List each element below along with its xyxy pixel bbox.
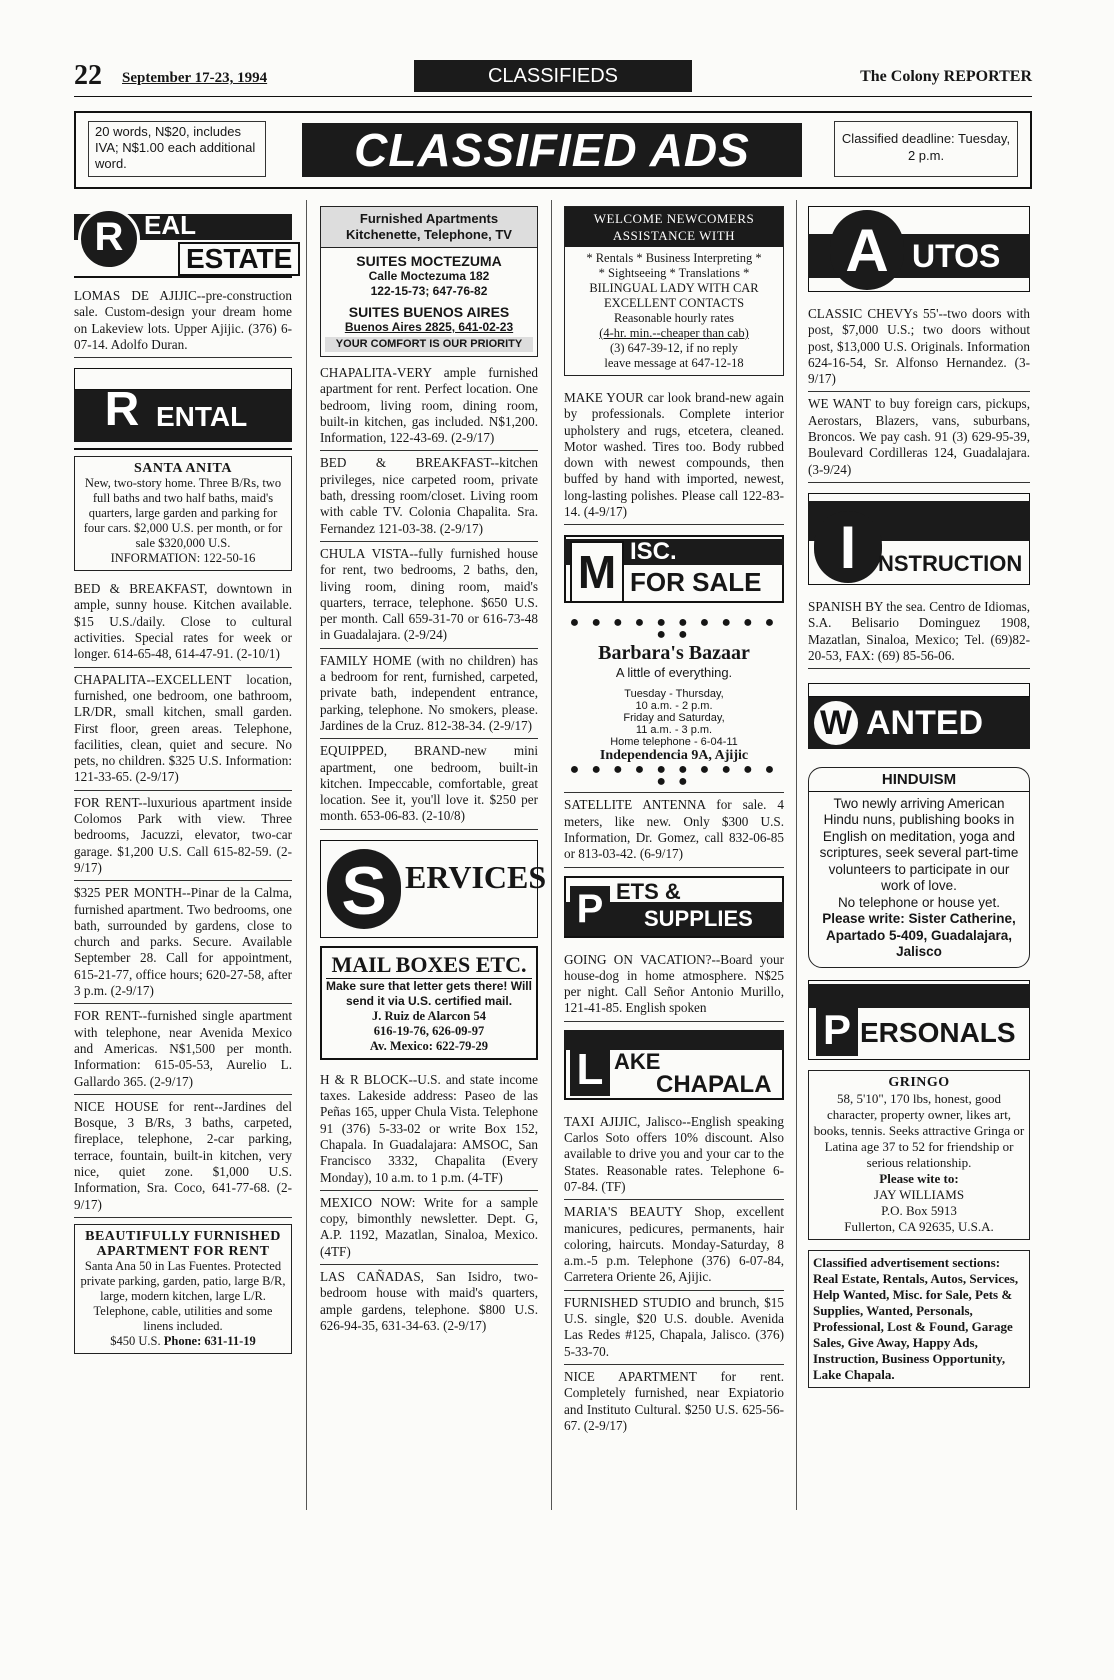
autos-header: A UTOS <box>808 206 1030 296</box>
column-rule <box>306 200 307 1510</box>
misc-header: M ISC. FOR SALE <box>564 535 784 607</box>
title-bar <box>302 123 802 177</box>
banner-title: CLASSIFIED ADS <box>354 124 750 176</box>
ad-beautifully-furnished: BEAUTIFULLY FURNISHED APARTMENT FOR RENT Santa Ana 50 in Las Fuentes. Protected private parking, garden, patio, large B/R, large, modern kitchen, large L/R. Telephone, cable, utilities and some linens included. $450 U.S. Phone: 631-11-19 <box>74 1224 292 1354</box>
column-3 <box>564 206 784 1438</box>
pets-header: P ETS & SUPPLIES <box>564 876 784 942</box>
ad-mail-boxes: MAIL BOXES ETC. Make sure that letter gets there! Will send it via U.S. certified mail. J. Ruiz de Alarcon 54 616-19-76, 626-09-97 Av. Mexico: 622-79-29 <box>320 946 538 1060</box>
real-estate-header: R EAL ESTATE <box>74 206 292 278</box>
section-letter: R <box>94 215 124 259</box>
instruction-header: I NSTRUCTION <box>808 493 1030 589</box>
ad-satellite: SATELLITE ANTENNA for sale. 4 meters, like new. Only $300 U.S. Information, Dr. Gomez, call 832-06-85 or 813-03-42. (6-9/17) <box>564 793 784 867</box>
lake-header: L AKE CHAPALA <box>564 1030 784 1104</box>
ad-listing: MARIA'S BEAUTY Shop, excellent manicures, pedicures, permanents, hair coloring, haircuts. Monday-Saturday, 8 a.m.-5 p.m. Telephone (376) 6-07-84, Carretera Oriente 26, Ajijic. <box>564 1200 784 1290</box>
ad-listing: CHAPALITA-VERY ample furnished apartment for rent. Perfect location. One bedroom, living room, dining room, built-in kitchen, gas included. N$1,200. Information, 122-43-69. (2-9/17) <box>320 361 538 451</box>
ad-suites: Furnished Apartments Kitchenette, Telephone, TV SUITES MOCTEZUMA Calle Moctezuma 182 122-15-73; 647-76-82 SUITES BUENOS AIRES Buenos Aires 2825, 641-02-23 YOUR COMFORT IS OUR PRIORITY <box>320 206 538 357</box>
ad-listing: WE WANT to buy foreign cars, pickups, Aerostars, Blazers, vans, suburbans, Broncos. We pay cash. 91 (3) 629-95-39, Boulevard Cordilleras 124, Guadalajara. (3-9/24) <box>808 392 1030 482</box>
ad-listing: FOR RENT--furnished single apartment with telephone, near Avenida Mexico and Americas. N$1,500 per month. Information: 615-05-53, Aurelio L. Gallardo 365. (2-9/17) <box>74 1004 292 1094</box>
ad-make-your-car: MAKE YOUR car look brand-new again by professionals. Complete interior upholstery and rugs, etcetera, cleaned. Motor washed. Tires too. Body rubbed down with newest compounds, then buffed by hand with imported, newest, long-lasting polishes. Please call 122-83-14. (4-9/17) <box>564 386 784 525</box>
rental-header: R ENTAL <box>74 368 292 450</box>
column-rule <box>551 200 552 1510</box>
ad-listing: BED & BREAKFAST, downtown in ample, sunny house. Kitchen available. $15 U.S./daily. Close to cultural activities. Special rates for week or longer. 614-65-48, 614-47-91. (2-10/1) <box>74 577 292 667</box>
ad-going-on-vacation: GOING ON VACATION?--Board your house-dog in home atmosphere. N$25 per night. Call Señor Antonio Murillo, 121-41-85. English spoken <box>564 948 784 1022</box>
ad-listing: EQUIPPED, BRAND-new mini apartment, one bedroom, built-in kitchen. Impeccable, comfortable, great location. See it, you'll love it. $250 per month. 653-06-83. (2-10/8) <box>320 739 538 829</box>
section-letter: M <box>570 541 624 603</box>
wanted-header: W ANTED <box>808 683 1030 753</box>
deadline-text: Classified deadline: Tuesday, 2 p.m. <box>841 131 1011 163</box>
classified-banner <box>74 111 1032 189</box>
ad-listing: $325 PER MONTH--Pinar de la Calma, furnished apartment. Two bedrooms, one bath, surrounded by gardens, close to church and parks. Secure. Available September 28. Call for appointment, 615-21-77, office hours; 620-27-58, after 3 p.m. (2-9/17) <box>74 881 292 1004</box>
personals-header: P ERSONALS <box>808 980 1030 1064</box>
masthead <box>74 60 1032 97</box>
paper-name: The Colony REPORTER <box>860 68 1032 85</box>
ad-welcome-newcomers: WELCOME NEWCOMERS ASSISTANCE WITH * Rentals * Business Interpreting * * Sightseeing * Translations * BILINGUAL LADY WITH CAR EXCELLENT CONTACTS Reasonable hourly rates (4-hr. min.--cheaper than cab) (3) 647-39-12, if no reply leave message at 647-12-18 <box>564 206 784 376</box>
ad-listing: NICE HOUSE for rent--Jardines del Bosque, 3 B/Rs, 3 baths, carpeted, fireplace, telephone, 2-car parking, terrace, fountain, built-in kitchen, very nice, quiet zone. $1,000 U.S. Information, Sra. Coco, 641-77-68. (2-9/17) <box>74 1095 292 1218</box>
ad-listing: CHULA VISTA--fully furnished house for rent, two bedrooms, 2 baths, den, living room, dining room, maid's quarters, terrace, telephone. $650 U.S. per month. Call 659-31-70 or 616-73-48 in Guadalajara. (2-9/24) <box>320 542 538 649</box>
section-letter: P <box>816 1004 858 1056</box>
ad-listing: LAS CAÑADAS, San Isidro, two-bedroom house with maid's quarters, ample gardens, telephone. $800 U.S. 626-94-35, 631-34-63. (2-9/17) <box>320 1268 538 1333</box>
section-letter: W <box>814 701 858 745</box>
section-letter: I <box>839 513 857 581</box>
ad-lomas: LOMAS DE AJIJIC--pre-construction sale. Custom-design your dream home on Lakeview lots. Upper Ajijic. (376) 6-07-14. Adolfo Duran. <box>74 284 292 358</box>
ad-barbaras-bazaar: ● ● ● ● ● ● ● ● ● ● ● ● Barbara's Bazaar A little of everything. Tuesday - Thursday, 10 a.m. - 2 p.m. Friday and Saturday, 11 a.m. - 3 p.m. Home telephone - 6-04-11 Independencia 9A, Ajijic ● ● ● ● ● ● ● ● ● ● ● ● <box>564 613 784 793</box>
ad-listing: CHAPALITA--EXCELLENT location, furnished, one bedroom, one bathroom, LR/DR, small kitchen, small garden. First floor, green areas. Telephone, facilities, clean, quiet and secure. No pets, no children. $325 U.S. Information: 121-33-65. (2-9/17) <box>74 668 292 791</box>
ad-gringo: GRINGO 58, 5'10", 170 lbs, honest, good character, property owner, likes art, books, tennis. Seeks attractive Gringa or Latina age 37 to 52 for friendship or serious relationship. Please wite to: JAY WILLIAMS P.O. Box 5913 Fullerton, CA 92635, U.S.A. <box>808 1070 1030 1240</box>
ad-listing: NICE APARTMENT for rent. Completely furnished, near Expiatorio and Instituto Cultural. $250 U.S. 625-56-67. (2-9/17) <box>564 1368 784 1433</box>
ad-spanish: SPANISH BY the sea. Centro de Idiomas, S.A. Belisario Dominguez 1908, Mazatlan, Sinaloa, Mexico; Tel. (69)82-20-53, FAX: (69) 85-56-06. <box>808 595 1030 669</box>
page-number: 22 <box>74 60 102 91</box>
section-letter: A <box>845 217 889 284</box>
section-letter: L <box>570 1044 610 1096</box>
section-letter: S <box>341 852 387 929</box>
ad-listing: MEXICO NOW: Write for a sample copy, bimonthly newsletter. Dept. G, A.P. 1192, Mazatlan, Sinaloa, Mexico. (4TF) <box>320 1191 538 1265</box>
deadline-box <box>834 121 1018 177</box>
section-label: CLASSIFIEDS <box>487 65 619 87</box>
ad-listing: BED & BREAKFAST--kitchen privileges, nice carpeted room, private bath, dressing room/closet. Living room with cable TV. Colonia Chapalita. Sra. Fernandez 121-03-38. (2-9/17) <box>320 451 538 541</box>
ad-listing: CLASSIC CHEVYs 55'--two doors with post, $7,000 U.S.; two doors without post, $13,000 U.S. Originals. Information 624-16-54, Sr. Alfonso Hernandez. (3-9/17) <box>808 302 1030 392</box>
ad-listing: FURNISHED STUDIO and brunch, $15 U.S. single, $20 U.S. double. Avenida Las Redes #125, Chapala, Jalisco. (376) 5-33-70. <box>564 1291 784 1365</box>
rates-box <box>88 121 266 177</box>
ad-listing: H & R BLOCK--U.S. and state income taxes. Lakeside address: Paseo de las Peñas 165, upper Chula Vista. Telephone 91 (376) 5-33-02 or write Box 152, Chapala. In Guadalajara: AMSOC, San Francisco 3332, Chapalita (Every Monday), 10 a.m. to 1 p.m. (4-TF) <box>320 1068 538 1191</box>
section-letter: R <box>104 383 140 437</box>
ad-listing: TAXI AJIJIC, Jalisco--English speaking Carlos Soto offers 10% discount. Also available to drive you and your car to the States. Reasonable rates. Telephone 6-07-84. (TF) <box>564 1110 784 1200</box>
rates-text: 20 words, N$20, includes IVA; N$1.00 each additional word. <box>95 124 256 171</box>
column-4 <box>808 206 1030 1388</box>
column-2 <box>320 206 547 1338</box>
section-letter: P <box>570 886 610 932</box>
ad-listing: FOR RENT--luxurious apartment inside Colomos Park with view. Three bedrooms, Jacuzzi, elevator, two-car garage. $1,200 U.S. Call 615-82-59. (2-9/17) <box>74 791 292 881</box>
services-header: S ERVICES <box>320 840 538 938</box>
ad-santa-anita: SANTA ANITA New, two-story home. Three B/Rs, two full baths and two half baths, maid's quarters, large garden and parking for four cars. $2,000 U.S. per month, or for sale $320,000 U.S. INFORMATION: 122-50-16 <box>74 456 292 571</box>
ad-hinduism: HINDUISM Two newly arriving American Hindu nuns, publishing books in English on meditation, yoga and scriptures, seek several part-time volunteers to participate in our work of love. No telephone or house yet. Please write: Sister Catherine, Apartado 5-409, Guadalajara, Jalisco <box>808 767 1030 968</box>
issue-dates: September 17-23, 1994 <box>122 70 268 86</box>
ad-listing: FAMILY HOME (with no children) has a bedroom for rent, furnished, carpeted, private bath, independent entrance, parking, telephone. No smokers, please. Jardines de la Cruz. 812-38-34. (2-9/17) <box>320 649 538 739</box>
ad-sections-list: Classified advertisement sections: Real Estate, Rentals, Autos, Services, Help Wanted, Misc. for Sale, Pets & Supplies, Wanted, Personals, Professional, Lost & Found, Garage Sales, Give Away, Happy Ads, Instruction, Business Opportunity, Lake Chapala. <box>808 1250 1030 1388</box>
column-rule <box>796 200 797 1510</box>
section-label-box <box>414 60 692 92</box>
column-1 <box>74 206 292 1354</box>
